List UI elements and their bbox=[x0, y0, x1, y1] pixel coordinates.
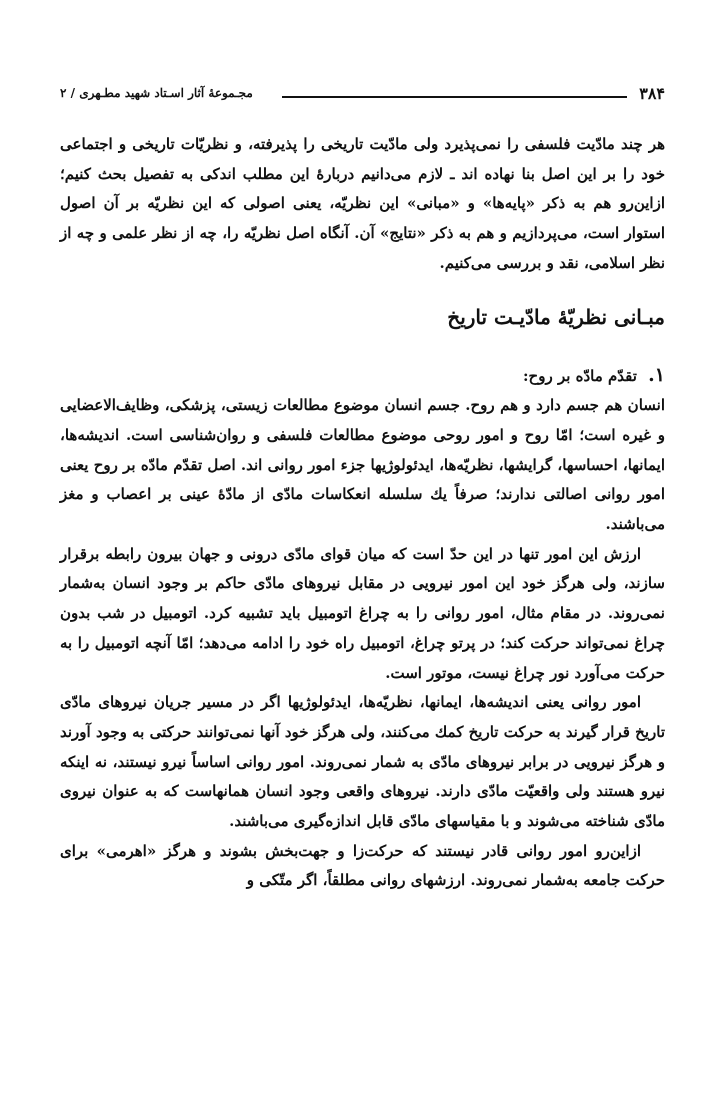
paragraph-psychic-matters: امور روانی یعنی اندیشه‌ها، ایمانها، نظریّه‌ها، ایدئولوژیها اگر در مسیر جریان نیروهای مادّی تاریخ قرار گیرند به حرکت تاریخ کمك می‌کنند، ولی هرگز خود آنها نمی‌توانند حرکتی به وجود آورند و هرگز نیرویی در برابر نیروهای مادّی به شمار نمی‌روند. امور روانی اساساً نیرو نیستند، نه اینکه نیرو هستند ولی واقعیّت مادّی دارند. نیروهای واقعی وجود انسان همانهاست که به عنوان نیروی مادّی شناخته می‌شوند و با مقیاسهای مادّی قابل اندازه‌گیری می‌باشند. bbox=[60, 693, 665, 831]
series-title: مجـموعهٔ آثار اسـتاد شهید مطـهری / ۲ bbox=[60, 86, 253, 100]
subheading bbox=[60, 361, 665, 392]
subheading-text: تقدّم مادّه بر روح: bbox=[523, 366, 637, 385]
body-text bbox=[60, 130, 665, 896]
section-heading: مبـانی نظریّهٔ مادّیـت تاریخ bbox=[447, 304, 665, 329]
paragraph-continuation: ازاین‌رو امور روانی قادر نیستند که حرکت‌زا و جهت‌بخش بشوند و هرگز «اهرمی» برای حرکت جامعه به‌شمار نمی‌روند. ارزشهای روانی مطلقاً، اگر متّکی و bbox=[60, 841, 665, 890]
paragraph-body-and-soul: انسان هم جسم دارد و هم روح. جسم انسان موضوع مطالعات زیستی، پزشکی، وظایف‌الاعضایی و غیره است؛ امّا روح و امور روحی موضوع مطالعات فلسفی و روان‌شناسی است. اندیشه‌ها، ایمانها، احساسها، گرایشها، نظریّه‌ها، ایدئولوژیها جزء امور روانی اند. اصل تقدّم مادّه بر روح یعنی امور روانی اصالتی ندارند؛ صرفاً یك سلسله انعکاسات مادّی از مادّهٔ عینی بر اعصاب و مغز می‌باشند. bbox=[60, 396, 665, 534]
intro-paragraph: هر چند مادّیت فلسفی را نمی‌پذیرد ولی مادّیت تاریخی را پذیرفته، و نظریّات تاریخی و اجتماعی خود را بر این اصل بنا نهاده اند ـ لازم می‌دانیم دربارهٔ این مطلب اندکی به تفصیل بحث کنیم؛ ازاین‌رو هم به ذکر «پایه‌ها» و «مبانی» این نظریّه، یعنی اصولی که این نظریّه بر آن اصول استوار است، می‌پردازیم و هم به ذکر «نتایج» آن. آنگاه اصل نظریّه را، چه از نظر علمی و چه از نظر اسلامی، نقد و بررسی می‌کنیم. bbox=[60, 135, 665, 272]
page-number: ۳۸۴ bbox=[639, 84, 665, 103]
paragraph-car-headlight: ارزش این امور تنها در این حدّ است که میان قوای مادّی درونی و جهان بیرون رابطه برقرار سازند، ولی هرگز خود این امور نیرویی در مقابل نیروهای مادّی حاکم بر وجود انسان به‌شمار نمی‌روند. در مقام مثال، امور روانی را به چراغ اتومبیل باید تشبیه کرد. اتومبیل در شب بدون چراغ نمی‌تواند حرکت کند؛ در پرتو چراغ، اتومبیل راه خود را ادامه می‌دهد؛ امّا آنچه اتومبیل را به حرکت می‌آورد نور چراغ نیست، موتور است. bbox=[60, 544, 665, 682]
header-rule bbox=[282, 96, 627, 98]
running-header bbox=[60, 84, 665, 106]
subheading-number: ۱. bbox=[648, 363, 665, 386]
